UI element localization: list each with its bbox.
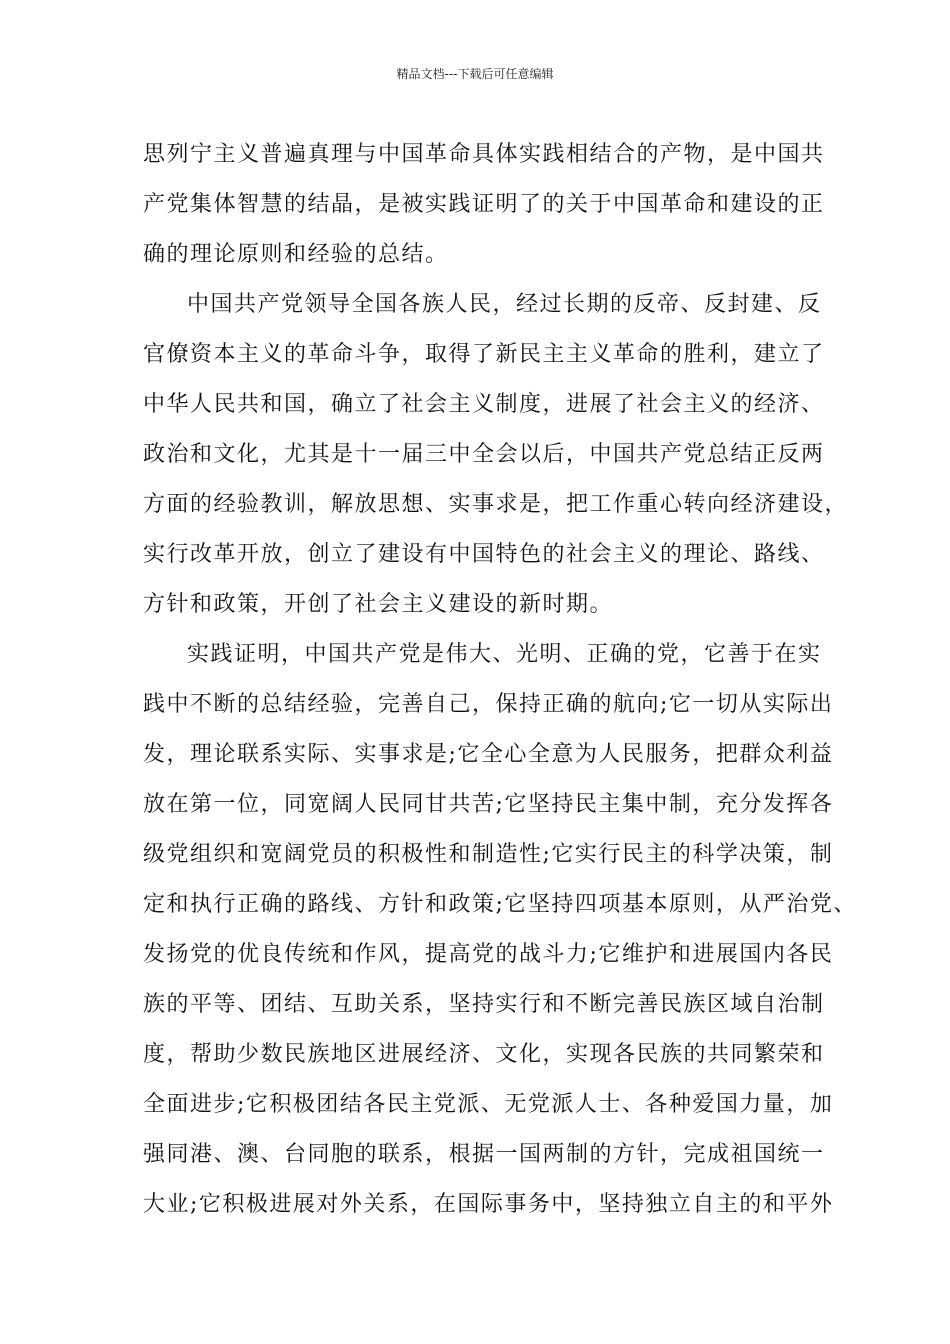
paragraph-3-line-4: 放在第一位，同宽阔人民同甘共苦;它坚持民主集中制，充分发挥各	[143, 792, 834, 817]
paragraph-3-line-3: 发，理论联系实际、实事求是;它全心全意为人民服务，把群众利益	[143, 742, 834, 767]
paragraph-2-line-2: 官僚资本主义的革命斗争，取得了新民主主义革命的胜利，建立了	[143, 342, 825, 367]
paragraph-1-line-3: 确的理论原则和经验的总结。	[143, 242, 449, 267]
paragraph-3-line-6: 定和执行正确的路线、方针和政策;它坚持四项基本原则，从严治党、	[143, 892, 857, 917]
paragraph-3-line-8: 族的平等、团结、互助关系，坚持实行和不断完善民族区域自治制	[143, 992, 825, 1017]
paragraph-3-line-11: 强同港、澳、台同胞的联系，根据一国两制的方针，完成祖国统一	[143, 1142, 825, 1167]
paragraph-3-line-2: 践中不断的总结经验，完善自己，保持正确的航向;它一切从实际出	[143, 692, 834, 717]
paragraph-1-line-1: 思列宁主义普遍真理与中国革命具体实践相结合的产物，是中国共	[143, 142, 825, 167]
paragraph-3-line-7: 发扬党的优良传统和作风，提高党的战斗力;它维护和进展国内各民	[143, 942, 834, 967]
paragraph-3-line-10: 全面进步;它积极团结各民主党派、无党派人士、各种爱国力量，加	[143, 1092, 834, 1117]
paragraph-3-line-9: 度，帮助少数民族地区进展经济、文化，实现各民族的共同繁荣和	[143, 1042, 825, 1067]
paragraph-2-line-7: 方针和政策，开创了社会主义建设的新时期。	[143, 592, 614, 617]
paragraph-2-line-4: 政治和文化，尤其是十一届三中全会以后，中国共产党总结正反两	[143, 442, 825, 467]
document-body	[143, 130, 857, 1230]
paragraph-3-line-5: 级党组织和宽阔党员的积极性和制造性;它实行民主的科学决策，制	[143, 842, 834, 867]
paragraph-2-line-1: 中国共产党领导全国各族人民，经过长期的反帝、反封建、反	[187, 292, 822, 317]
paragraph-3-line-1: 实践证明，中国共产党是伟大、光明、正确的党，它善于在实	[187, 642, 822, 667]
page-header: 精品文档---下载后可任意编辑	[396, 67, 554, 81]
paragraph-2-line-3: 中华人民共和国，确立了社会主义制度，进展了社会主义的经济、	[143, 392, 825, 417]
paragraph-2-line-6: 实行改革开放，创立了建设有中国特色的社会主义的理论、路线、	[143, 542, 825, 567]
paragraph-3-line-12: 大业;它积极进展对外关系，在国际事务中，坚持独立自主的和平外	[143, 1192, 834, 1217]
paragraph-2-line-5: 方面的经验教训，解放思想、实事求是，把工作重心转向经济建设，	[143, 492, 849, 517]
paragraph-1-line-2: 产党集体智慧的结晶，是被实践证明了的关于中国革命和建设的正	[143, 192, 825, 217]
